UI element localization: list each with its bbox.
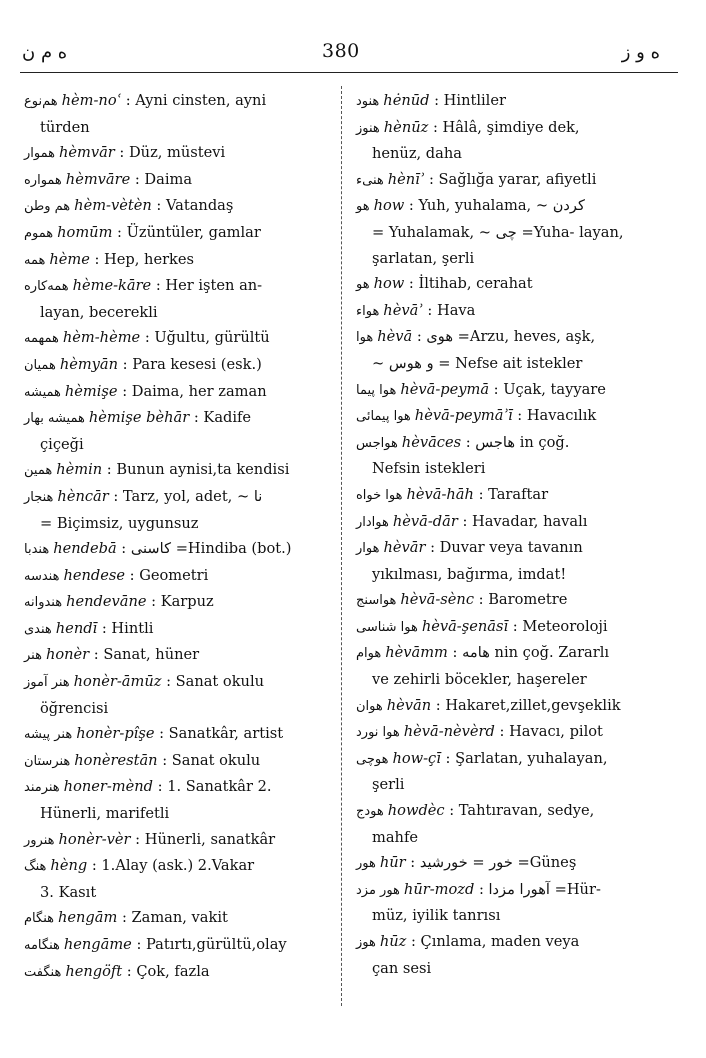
dictionary-entry	[24, 140, 346, 167]
dictionary-entry	[24, 405, 346, 457]
entry-headword: how-çī	[392, 749, 441, 767]
dictionary-entry	[24, 193, 346, 220]
entry-headword: hèmişe	[64, 382, 118, 400]
entry-definition: : کاسنی =Hindiba (bot.)	[121, 540, 292, 558]
entry-continuation: ~ و هوس = Nefse ait istekler	[372, 354, 583, 372]
entry-arabic: هور مزد	[356, 882, 400, 898]
entry-arabic: هوچی	[356, 751, 389, 767]
entry-headword: hèvāmm	[385, 644, 448, 662]
entry-arabic: هواء	[356, 303, 380, 319]
entry-arabic: هنگامه	[24, 938, 60, 953]
dictionary-entry	[356, 587, 686, 614]
entry-headword: hèvāces	[401, 433, 462, 451]
entry-definition: : Şarlatan, yuhalayan,	[445, 749, 608, 767]
entry-arabic: هنیء	[356, 172, 384, 188]
dictionary-entry	[356, 719, 686, 746]
dictionary-entry	[24, 325, 346, 352]
dictionary-entry	[24, 167, 346, 194]
entry-continuation: Hünerli, marifetli	[40, 805, 170, 823]
entry-arabic: هوادار	[356, 514, 389, 530]
entry-arabic: همه	[24, 252, 46, 268]
entry-definition: : Sanat okulu	[162, 751, 261, 769]
entry-continuation: = Yuhalamak, ~ چی =Yuha- layan, şarlatan, şerli	[372, 223, 624, 267]
dictionary-entry	[356, 88, 686, 115]
dictionary-entry	[24, 959, 346, 986]
dictionary-entry	[24, 379, 346, 406]
entry-continuation: müz, iyilik tanrısı	[372, 907, 501, 925]
dictionary-entry	[356, 509, 686, 536]
left-column	[24, 88, 346, 985]
entry-definition: : Her işten an-	[155, 277, 263, 295]
entry-arabic: هنوز	[356, 120, 380, 136]
entry-headword: hème	[49, 250, 90, 268]
dictionary-entry	[24, 905, 346, 932]
dictionary-entry	[24, 721, 346, 748]
entry-headword: hèmvāre	[65, 170, 131, 188]
entry-arabic: هنگ	[24, 859, 47, 875]
dictionary-entry	[24, 457, 346, 484]
page-number: 380	[322, 40, 360, 62]
entry-headword: hènūz	[383, 118, 429, 136]
entry-continuation: çiçeği	[40, 435, 84, 453]
entry-arabic: هموار	[24, 146, 55, 162]
entry-headword: honèr-āmūz	[73, 673, 162, 691]
entry-headword: hèmvār	[58, 144, 115, 162]
entry-definition: : Patırtı,gürültü,olay	[136, 936, 287, 953]
entry-definition: : Hakaret,zillet,gevşeklik	[435, 696, 621, 714]
entry-arabic: هنر آموز	[24, 675, 70, 691]
entry-definition: : Hünerli, sanatkâr	[135, 830, 276, 848]
entry-definition: : Vatandaş	[156, 197, 234, 215]
entry-headword: hūr	[379, 854, 406, 872]
entry-headword: hendese	[63, 566, 126, 584]
entry-continuation: öğrencisi	[40, 699, 109, 717]
entry-arabic: هنرمند	[24, 780, 60, 796]
dictionary-entry	[356, 877, 686, 929]
dictionary-entry	[356, 693, 686, 720]
dictionary-entry	[356, 324, 686, 376]
entry-headword: hèvā-peymā	[400, 380, 490, 398]
entry-arabic: هندسه	[24, 568, 60, 584]
entry-arabic: هندی	[24, 621, 52, 637]
entry-definition: : Duvar veya tavanın	[430, 539, 583, 557]
entry-headword: hèvā-nèvèrd	[403, 723, 495, 741]
entry-definition: : Bunun aynisi,ta kendisi	[106, 461, 290, 479]
dictionary-entry	[24, 589, 346, 616]
entry-arabic: همیشه بهار	[24, 411, 85, 427]
entry-definition: : هاجس in çoğ.	[465, 433, 570, 451]
entry-arabic: هوار	[356, 541, 380, 557]
dictionary-entry	[356, 298, 686, 325]
entry-headword: honèr-pîşe	[76, 725, 155, 743]
entry-arabic: هنگام	[24, 911, 54, 927]
dictionary-entry	[24, 748, 346, 775]
entry-definition: : İltihab, cerahat	[408, 275, 533, 293]
dictionary-entry	[24, 563, 346, 590]
entry-definition: : Düz, müstevi	[119, 144, 226, 162]
entry-definition: : Hintliler	[434, 92, 506, 109]
entry-headword: hème-kāre	[72, 277, 152, 295]
entry-definition: : Hava	[427, 301, 476, 319]
entry-continuation: layan, becerekli	[40, 303, 158, 321]
header-letters-left: ه م ن	[22, 42, 68, 63]
right-column	[356, 88, 686, 981]
dictionary-entry	[24, 616, 346, 643]
entry-arabic: هو	[356, 277, 370, 293]
entry-arabic: هندوانه	[24, 595, 63, 611]
entry-arabic: همین	[24, 463, 53, 479]
entry-definition: : Çınlama, maden veya	[411, 933, 580, 950]
entry-definition: : Hep, herkes	[94, 250, 195, 268]
entry-continuation: henüz, daha	[372, 145, 462, 163]
entry-arabic: هور	[356, 856, 376, 872]
entry-headword: hūz	[379, 933, 407, 950]
dictionary-entry	[356, 640, 686, 692]
dictionary-entry	[356, 377, 686, 404]
entry-arabic: هوا پیمائی	[356, 409, 411, 425]
entry-definition: : هوی =Arzu, heves, aşk,	[416, 328, 596, 346]
entry-definition: : Hintli	[101, 619, 154, 637]
entry-headword: hèvār	[383, 539, 426, 557]
header-rule	[20, 72, 678, 73]
entry-definition: : Taraftar	[478, 485, 549, 503]
entry-definition: : Zaman, vakit	[121, 909, 228, 927]
entry-definition: : هامه nin çoğ. Zararlı	[452, 644, 610, 662]
entry-arabic: هودج	[356, 804, 384, 820]
page-header	[0, 0, 706, 66]
header-letters-right: ه و ز	[621, 42, 660, 63]
entry-continuation: çan sesi	[372, 959, 432, 977]
entry-arabic: هنر پیشه	[24, 727, 73, 743]
entry-arabic: هوا نورد	[356, 725, 400, 741]
entry-definition: : Üzüntüler, gamlar	[117, 223, 261, 241]
entry-definition: : Yuh, yuhalama, ~ کردن	[408, 197, 585, 215]
dictionary-entry	[356, 850, 686, 877]
entry-definition: : Geometri	[129, 566, 209, 584]
entry-headword: honèr-vèr	[58, 830, 131, 848]
entry-definition: : Ayni cinsten, ayni	[125, 92, 267, 109]
entry-arabic: هنرور	[24, 832, 55, 848]
entry-headword: howdèc	[387, 802, 445, 820]
entry-continuation: mahfe	[372, 828, 418, 846]
dictionary-entry	[356, 115, 686, 167]
dictionary-entry	[24, 220, 346, 247]
entry-arabic: هنر	[24, 648, 42, 664]
dictionary-entry	[24, 88, 346, 140]
entry-definition: : Çok, fazla	[126, 962, 210, 980]
entry-arabic: هم‌نوع	[24, 94, 58, 109]
entry-definition: : Kadife	[193, 409, 252, 427]
entry-headword: hūr-mozd	[403, 880, 475, 898]
entry-definition: : 1. Sanatkâr 2.	[157, 778, 272, 796]
entry-headword: hèncār	[57, 487, 109, 505]
dictionary-entry	[356, 929, 686, 981]
entry-arabic: همیشه	[24, 384, 61, 400]
entry-arabic: هندبا	[24, 542, 50, 558]
entry-arabic: هوا	[356, 330, 374, 346]
entry-definition: : Tarz, yol, adet, ~ نا	[113, 487, 263, 505]
entry-definition: : Meteoroloji	[512, 617, 608, 635]
dictionary-entry	[24, 853, 346, 905]
entry-headword: hengām	[57, 909, 118, 927]
dictionary-entry	[356, 535, 686, 587]
entry-arabic: هنجار	[24, 489, 54, 505]
dictionary-entry	[24, 932, 346, 959]
entry-headword: hengöft	[65, 962, 123, 980]
entry-definition: : Sağlığa yarar, afiyetli	[428, 170, 597, 188]
entry-arabic: هوا شناسی	[356, 619, 418, 635]
entry-headword: hèmişe bèhār	[88, 409, 190, 427]
entry-arabic: همه‌کاره	[24, 279, 69, 295]
dictionary-entry	[24, 642, 346, 669]
dictionary-entry	[24, 247, 346, 274]
entry-definition: : 1.Alay (ask.) 2.Vakar	[91, 857, 255, 875]
entry-arabic: هوز	[356, 935, 376, 950]
entry-headword: hèm-vètèn	[74, 197, 152, 215]
entry-headword: how	[373, 275, 405, 293]
entry-headword: hendevāne	[66, 593, 147, 611]
entry-definition: : Tahtıravan, sedye,	[449, 802, 595, 820]
entry-arabic: هموم	[24, 225, 54, 241]
entry-headword: hènīʾ	[387, 170, 425, 188]
entry-headword: hèmin	[56, 461, 103, 479]
dictionary-entry	[356, 271, 686, 298]
entry-headword: hendebā	[53, 540, 117, 558]
entry-headword: homūm	[57, 223, 113, 241]
entry-headword: hèng	[50, 857, 88, 875]
entry-continuation: 3. Kasıt	[40, 883, 97, 901]
entry-arabic: همیان	[24, 357, 56, 373]
entry-headword: hèvā-şenāsī	[421, 617, 509, 635]
dictionary-entry	[24, 827, 346, 854]
entry-headword: honèrestān	[74, 751, 158, 769]
entry-definition: : Para kesesi (esk.)	[122, 355, 262, 373]
entry-definition: : Havacı, pilot	[499, 723, 603, 741]
dictionary-entry	[356, 482, 686, 509]
entry-headword: hèvā-dār	[392, 512, 458, 530]
dictionary-entry	[356, 403, 686, 430]
entry-headword: hèm-noʿ	[61, 92, 122, 109]
dictionary-entry	[356, 193, 686, 271]
entry-arabic: هنگفت	[24, 964, 62, 980]
column-divider	[341, 86, 342, 1006]
entry-headword: honer-mènd	[63, 778, 154, 796]
entry-headword: how	[373, 197, 405, 215]
dictionary-entry	[356, 167, 686, 194]
entry-continuation: türden	[40, 118, 90, 136]
dictionary-entry	[24, 352, 346, 379]
entry-headword: hèvā-hāh	[406, 485, 474, 503]
dictionary-entry	[24, 536, 346, 563]
entry-definition: : Uğultu, gürültü	[144, 329, 270, 347]
entry-definition: : Havadar, havalı	[462, 512, 588, 530]
entry-arabic: هوام	[356, 646, 382, 662]
entry-arabic: هو	[356, 199, 370, 215]
entry-arabic: هوا خواه	[356, 487, 403, 503]
entry-definition: : Daima, her zaman	[122, 382, 267, 400]
entry-arabic: هنود	[356, 94, 380, 109]
entry-headword: hèm-hème	[62, 329, 141, 347]
entry-definition: : Daima	[134, 170, 193, 188]
entry-definition: : Barometre	[478, 591, 568, 609]
entry-arabic: هوا پیما	[356, 382, 397, 398]
entry-continuation: = Biçimsiz, uygunsuz	[40, 514, 199, 532]
entry-definition: : خور = خورشید =Güneş	[410, 854, 577, 872]
entry-definition: : Sanatkâr, artist	[159, 725, 284, 743]
entry-headword: hėnūd	[383, 92, 430, 109]
dictionary-entry	[24, 774, 346, 826]
entry-continuation: yıkılması, bağırma, imdat!	[372, 565, 567, 583]
entry-definition: : Hâlâ, şimdiye dek,	[432, 118, 580, 136]
entry-arabic: همهمه	[24, 331, 59, 347]
entry-arabic: همواره	[24, 172, 62, 188]
dictionary-entry	[356, 798, 686, 850]
entry-headword: hèvān	[386, 696, 432, 714]
dictionary-entry	[356, 746, 686, 798]
entry-definition: : Sanat okulu	[166, 673, 265, 691]
entry-headword: hèmyān	[59, 355, 119, 373]
entry-arabic: هواجس	[356, 435, 398, 451]
entry-continuation: şerli	[372, 776, 405, 794]
entry-headword: hèvā-peymāʾī	[414, 407, 513, 425]
entry-arabic: هواسنج	[356, 593, 397, 609]
entry-arabic: هنرستان	[24, 753, 71, 769]
entry-headword: hengāme	[63, 936, 132, 953]
dictionary-entry	[24, 273, 346, 325]
entry-headword: honèr	[45, 646, 90, 664]
dictionary-entry	[356, 430, 686, 482]
entry-headword: hendī	[55, 619, 98, 637]
entry-definition: : آهورا مزدا =Hür-	[478, 880, 601, 898]
entry-continuation: Nefsin istekleri	[372, 460, 486, 478]
entry-definition: : Karpuz	[151, 593, 214, 611]
dictionary-entry	[356, 614, 686, 641]
entry-headword: hèvā	[377, 328, 413, 346]
entry-definition: : Uçak, tayyare	[493, 380, 606, 398]
entry-headword: hèvā-sènc	[400, 591, 475, 609]
entry-arabic: هم وطن	[24, 199, 71, 215]
entry-arabic: هوان	[356, 698, 383, 714]
entry-definition: : Sanat, hüner	[93, 646, 200, 664]
entry-continuation: ve zehirli böcekler, haşereler	[372, 671, 587, 689]
entry-headword: hèvāʾ	[383, 301, 423, 319]
dictionary-entry	[24, 669, 346, 721]
dictionary-entry	[24, 484, 346, 536]
entry-definition: : Havacılık	[517, 407, 597, 425]
